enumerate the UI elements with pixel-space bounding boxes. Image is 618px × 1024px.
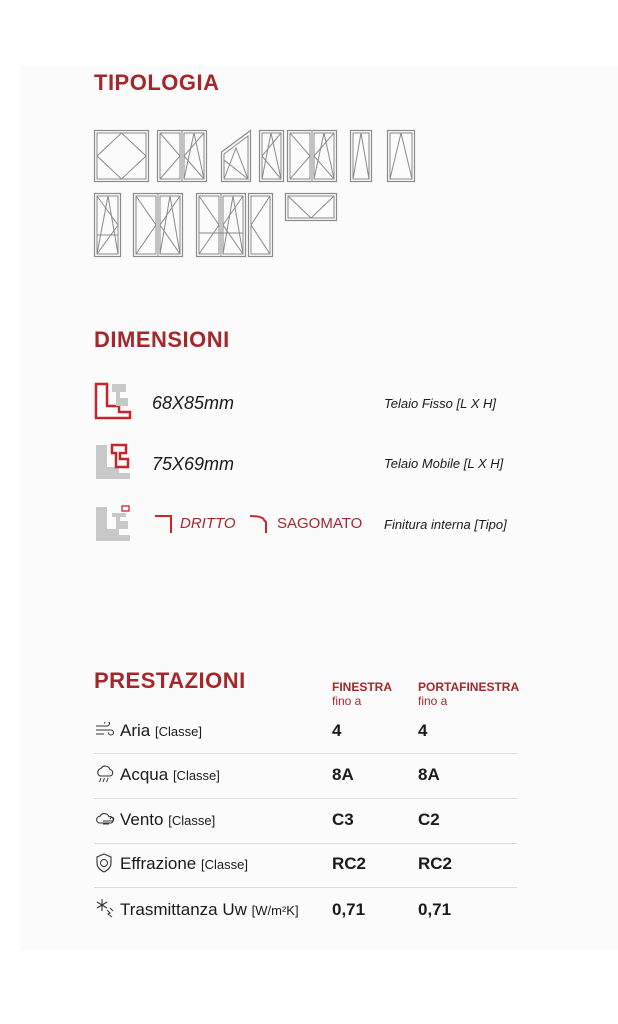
column-header-portafinestra [418,680,519,708]
row-trasmittanza-name: Trasmittanza Uw [120,900,247,919]
window-type-tilt-turn-icon [94,130,149,182]
row-trasmittanza-portafinestra: 0,71 [418,900,452,919]
finish-label: Finitura interna [Tipo] [384,517,507,532]
row-divider [94,843,517,844]
fixed-frame-dimension: 68X85mm [152,393,235,413]
finish-profile-icon [94,505,134,543]
row-acqua-portafinestra: 8A [418,765,440,784]
window-type-hopper-icon [285,193,337,221]
shield-icon [95,853,113,873]
row-effrazione-portafinestra: RC2 [418,854,453,873]
row-effrazione-label [120,854,248,874]
row-vento-portafinestra: C2 [418,810,440,829]
door-type-side-icon [248,193,273,257]
row-vento-finestra: C3 [332,810,354,829]
section-title-tipologia: TIPOLOGIA [94,70,220,95]
row-trasmittanza-finestra: 0,71 [332,900,366,919]
row-vento-unit: [Classe] [168,813,216,828]
row-aria-label [120,721,202,741]
row-acqua-unit: [Classe] [172,768,220,783]
sash-frame-label: Telaio Mobile [L X H] [384,456,504,471]
straight-finish-label: DRITTO [180,515,236,532]
window-type-narrow-turn-icon [387,130,415,182]
window-type-single-tilt-icon [259,130,284,182]
fixed-frame-profile-icon [94,382,134,420]
window-type-trapezoid-icon [221,130,251,182]
section-title-dimensioni: DIMENSIONI [94,327,230,352]
door-type-single-icon [94,193,121,257]
shaped-finish-label: SAGOMATO [277,515,363,532]
fixed-frame-label: Telaio Fisso [L X H] [384,396,496,411]
column-header-finestra-sub: fino a [332,694,362,708]
wind-lines-icon [95,722,115,738]
row-acqua-finestra: 8A [332,765,354,784]
row-aria-unit: [Classe] [154,724,202,739]
row-trasmittanza-unit: [W/m²K] [251,903,299,918]
section-title-prestazioni: PRESTAZIONI [94,668,246,693]
row-effrazione-unit: [Classe] [200,857,248,872]
row-acqua-label [120,765,220,785]
row-divider [94,798,517,799]
row-divider [94,753,517,754]
wind-cloud-icon [95,812,117,828]
column-header-portafinestra-title: PORTAFINESTRA [418,680,520,694]
row-aria-finestra: 4 [332,721,342,740]
shaped-finish-icon [248,514,270,534]
row-vento-name: Vento [120,810,164,829]
row-vento-label [120,810,215,830]
row-acqua-name: Acqua [120,765,169,784]
row-divider [94,887,517,888]
column-header-finestra-title: FINESTRA [332,680,392,694]
rain-cloud-icon [95,765,115,783]
row-effrazione-name: Effrazione [120,854,197,873]
column-header-finestra [332,680,392,708]
sash-frame-dimension: 75X69mm [152,454,235,474]
row-effrazione-finestra: RC2 [332,854,367,873]
window-type-narrow-tilt-icon [350,130,372,182]
door-type-double-transom-icon [196,193,246,257]
row-aria-portafinestra: 4 [418,721,428,740]
window-type-double-sash-icon [157,130,207,182]
straight-finish-icon [153,514,175,534]
column-header-portafinestra-sub: fino a [418,694,448,708]
window-type-double-sash-2-icon [287,130,337,182]
row-trasmittanza-label [120,900,299,920]
row-aria-name: Aria [120,721,151,740]
sash-frame-profile-icon [94,443,134,481]
door-type-double-icon [133,193,183,257]
snowflake-heat-icon [95,898,115,918]
